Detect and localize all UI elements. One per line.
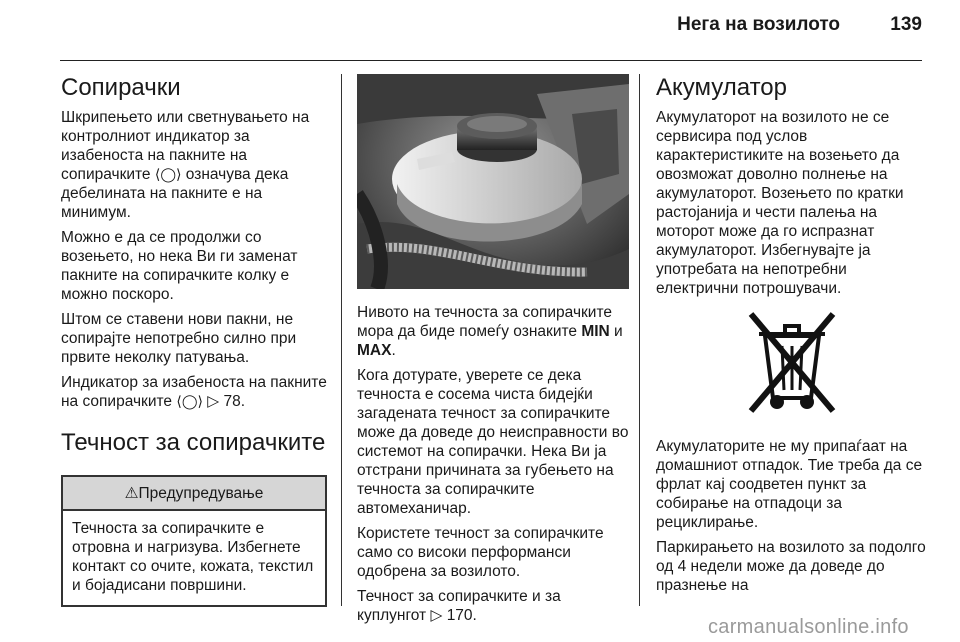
section-title-battery: Акумулатор	[656, 74, 787, 101]
paragraph-brakes-1	[61, 108, 329, 222]
page-ref-link[interactable]: 78.	[223, 393, 246, 410]
paragraph-battery-2: Акумулаторите не му припаѓаат на домашниот отпадок. Тие треба да се фрлат кај соодветен пункт за собирање на отпадоци за рециклирање.	[656, 438, 923, 531]
column-divider-2	[639, 74, 640, 606]
paragraph-brakes-4	[61, 373, 329, 411]
warning-triangle-icon: ⚠	[124, 485, 139, 502]
paragraph-fluid-level	[357, 303, 629, 360]
paragraph-brakes-2: Можно е да се продолжи со возењето, но нека Ви ги заменат пакните на сопирачките колку е можно поскоро.	[61, 229, 298, 303]
paragraph-text: .	[391, 342, 396, 359]
brake-wear-icon: ⟨◯⟩	[176, 393, 203, 409]
column-right	[656, 72, 928, 601]
paragraph-battery-1: Акумулаторот на возилото не се сервисира под услов карактеристиките на возењето да овозможат доволно полнење на акумулаторот. Возењето по кратки растојанија и чести палења на моторот може да го испразнат акумулаторот. Избегнувајте ја употребата на непотребни електрични потрошувачи.	[656, 109, 904, 297]
running-header-title: Нега на возилото	[677, 14, 840, 35]
warning-title: Предупредување	[138, 485, 264, 502]
column-middle	[357, 72, 629, 631]
paragraph-text: Течност за сопирачките и за куплунгот	[357, 588, 561, 624]
paragraph-brakes-3: Штом се ставени нови пакни, не сопирајте непотребно силно при првите неколку патувања.	[61, 311, 297, 366]
paragraph-text: Индикатор за изабеноста на пакните на сопирачките	[61, 374, 327, 410]
watermark: carmanualsonline.info	[708, 616, 909, 638]
paragraph-text: Нивото на течноста за сопирачките мора да биде помеѓу ознаките	[357, 304, 613, 340]
paragraph-text: и	[609, 323, 623, 340]
section-title-brake-fluid: Течност за сопирачките	[61, 429, 326, 456]
column-left	[61, 72, 329, 607]
page-ref-arrow-icon: ▷	[430, 607, 443, 624]
paragraph-battery-3: Паркирањето на возилото за подолго од 4 недели може да доведе до празнење на	[656, 539, 926, 594]
page-ref-link[interactable]: 170.	[446, 607, 477, 624]
warning-box	[61, 475, 327, 607]
section-title-brakes: Сопирачки	[61, 74, 181, 101]
paragraph-fluid-ref	[357, 587, 629, 625]
max-mark-label: MAX	[357, 342, 392, 359]
min-mark-label: MIN	[581, 323, 610, 340]
paragraph-fluid-quality: Користете течност за сопирачките само со високи перформанси одобрена за возилото.	[357, 525, 604, 580]
crossed-out-bin-icon	[747, 310, 837, 415]
header-rule	[60, 60, 922, 61]
warning-text: Течноста за сопирачките е отровна и нагризува. Избегнете контакт со очите, кожата, текстил и бојадисани површини.	[72, 520, 314, 594]
warning-header	[63, 477, 325, 511]
brake-wear-icon: ⟨◯⟩	[154, 166, 182, 182]
paragraph-text: Шкрипењето или светнувањето на контролниот индикатор за изабеноста на пакните на сопирачките	[61, 109, 310, 183]
paragraph-topping-up: Кога дотурате, уверете се дека течноста е сосема чиста бидејќи загадената течност за сопирачките може да доведе до неисправности во системот на сопирачки. Нека Ви ја отстрани причината за губењето на течноста за сопирачките автомеханичар.	[357, 367, 629, 517]
brake-fluid-reservoir-photo	[357, 74, 629, 289]
page-ref-arrow-icon: ▷	[207, 393, 220, 410]
column-divider-1	[341, 74, 342, 606]
paragraph-text: означува дека дебелината на пакните е на минимум.	[61, 166, 289, 221]
page-number: 139	[890, 14, 922, 35]
